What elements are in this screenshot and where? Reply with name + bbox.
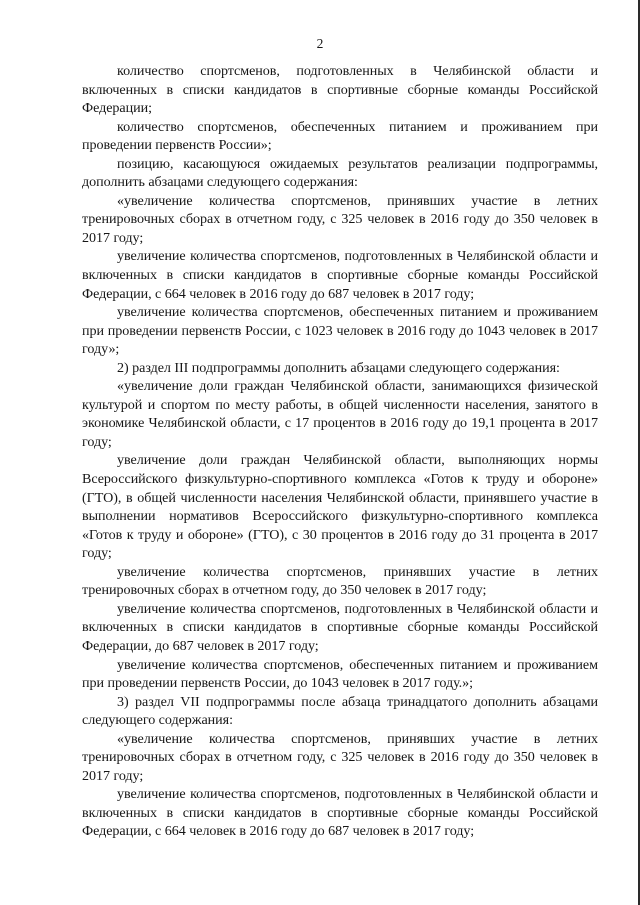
paragraph-11: увеличение количества спортсменов, подготовленных в Челябинской области и включенных в списки кандидатов в спортивные сборные команды Российской Федерации, до 687 человек в 2017 году;	[82, 600, 598, 654]
paragraph-15: увеличение количества спортсменов, подготовленных в Челябинской области и включенных в списки кандидатов в спортивные сборные команды Российской Федерации, с 664 человек в 2016 году до 687 человек в 2017 году;	[82, 786, 598, 840]
paragraph-1: количество спортсменов, подготовленных в Челябинской области и включенных в списки кандидатов в спортивные сборные команды Российской Федерации;	[82, 63, 598, 117]
paragraph-6: увеличение количества спортсменов, обеспеченных питанием и проживанием при проведении первенств России, с 1023 человек в 2016 году до 1043 человек в 2017 году»;	[82, 304, 598, 358]
body-text	[82, 62, 598, 841]
paragraph-14: «увеличение количества спортсменов, принявших участие в летних тренировочных сборах в отчетном году, с 325 человек в 2016 году до 350 человек в 2017 году;	[82, 730, 598, 784]
paragraph-7: 2) раздел III подпрограммы дополнить абзацами следующего содержания:	[117, 359, 560, 376]
paragraph-5: увеличение количества спортсменов, подготовленных в Челябинской области и включенных в списки кандидатов в спортивные сборные команды Российской Федерации, с 664 человек в 2016 году до 687 человек в 2017 году;	[82, 248, 598, 302]
paragraph-8: «увеличение доли граждан Челябинской области, занимающихся физической культурой и спортом по месту работы, в общей численности населения, занятого в экономике Челябинской области, с 17 процентов в 2016 году до 19,1 процента в 2017 году;	[82, 378, 598, 450]
paragraph-10: увеличение количества спортсменов, принявших участие в летних тренировочных сборах в отчетном году, до 350 человек в 2017 году;	[82, 563, 598, 599]
paragraph-4: «увеличение количества спортсменов, принявших участие в летних тренировочных сборах в отчетном году, с 325 человек в 2016 году до 350 человек в 2017 году;	[82, 192, 598, 246]
paragraph-2: количество спортсменов, обеспеченных питанием и проживанием при проведении первенств России»;	[82, 118, 598, 154]
paragraph-3: позицию, касающуюся ожидаемых результатов реализации подпрограммы, дополнить абзацами следующего содержания:	[82, 155, 598, 191]
paragraph-9: увеличение доли граждан Челябинской области, выполняющих нормы Всероссийского физкультурно-спортивного комплекса «Готов к труду и обороне» (ГТО), в общей численности населения Челябинской области, принявшего участие в выполнении нормативов Всероссийского физкультурно-спортивного комплекса «Готов к труду и обороне» (ГТО), с 30 процентов в 2016 году до 31 процента в 2017 году;	[82, 452, 598, 562]
paragraph-13: 3) раздел VII подпрограммы после абзаца тринадцатого дополнить абзацами следующего содержания:	[82, 693, 598, 729]
page-number: 2	[316, 36, 324, 51]
paragraph-12: увеличение количества спортсменов, обеспеченных питанием и проживанием при проведении первенств России, до 1043 человек в 2017 году.»;	[82, 656, 598, 692]
